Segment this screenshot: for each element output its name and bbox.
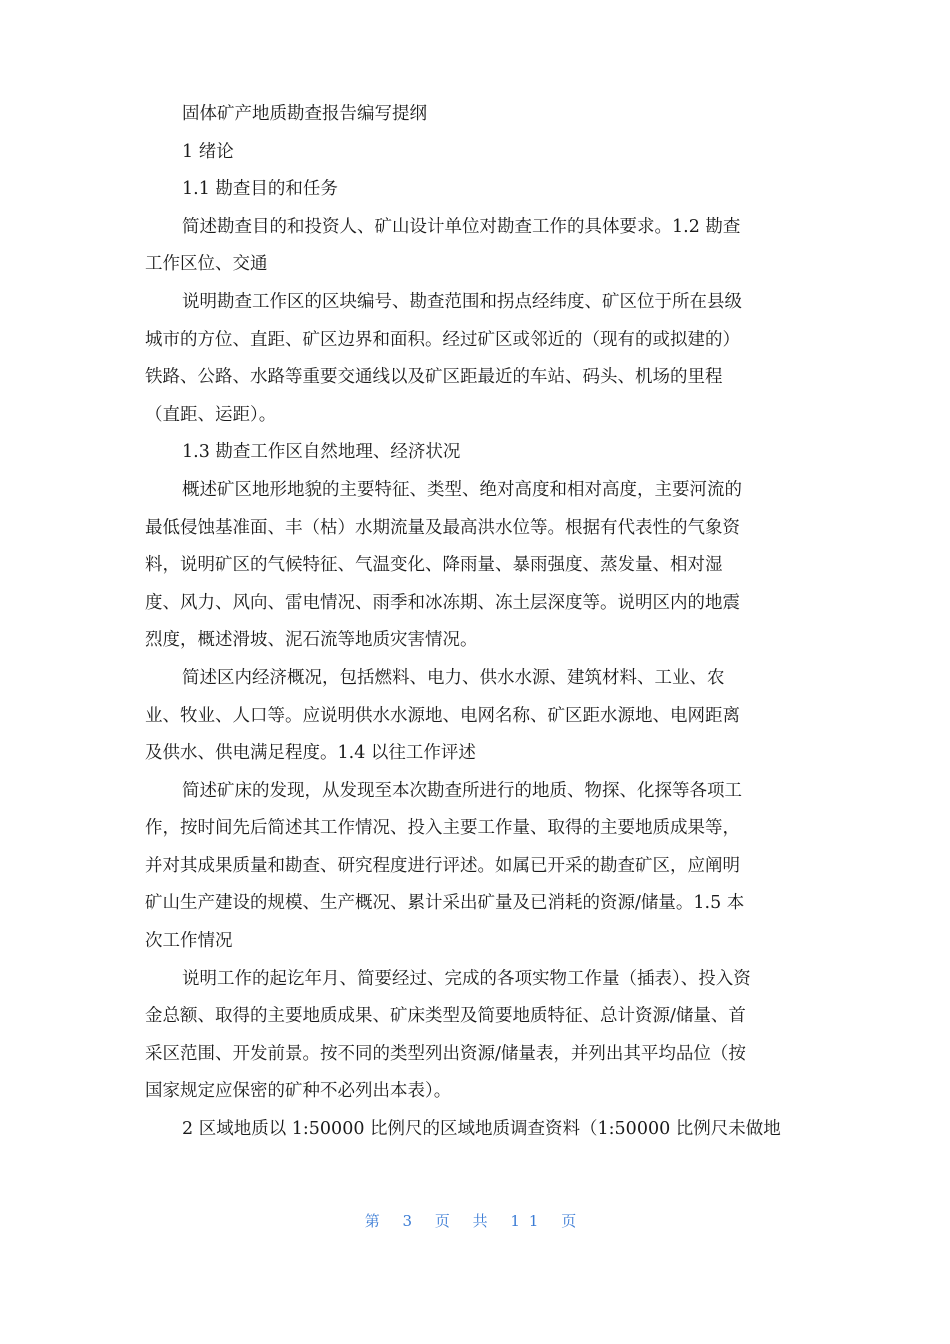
text-line: 国家规定应保密的矿种不必列出本表）。 [145,1081,452,1102]
text-line: 烈度，概述滑坡、泥石流等地质灾害情况。 [145,630,478,651]
text-line: 城市的方位、直距、矿区边界和面积。经过矿区或邻近的（现有的或拟建的） [145,329,740,350]
document-title: 固体矿产地质勘查报告编写提纲 [182,104,427,124]
text-line: 简述勘查目的和投资人、矿山设计单位对勘查工作的具体要求。1.2 勘查 [182,216,741,237]
text-line: 次工作情况 [145,931,233,952]
text-line: 说明工作的起讫年月、简要经过、完成的各项实物工作量（插表）、投入资 [182,968,751,989]
text-line: 度、风力、风向、雷电情况、雨季和冰冻期、冻土层深度等。说明区内的地震 [145,592,740,613]
text-line: 矿山生产建设的规模、生产概况、累计采出矿量及已消耗的资源/储量。1.5 本 [145,893,745,914]
text-line: 2 区域地质以 1:50000 比例尺的区域地质调查资料（1:50000 比例尺未做地 [182,1119,781,1140]
text-line: 最低侵蚀基准面、丰（枯）水期流量及最高洪水位等。根据有代表性的气象资 [145,517,740,538]
text-line: 简述区内经济概况，包括燃料、电力、供水水源、建筑材料、工业、农 [182,667,725,688]
text-line: 并对其成果质量和勘查、研究程度进行评述。如属已开采的勘查矿区，应阐明 [145,855,740,876]
section-heading-1: 1 绪论 [182,141,234,162]
text-line: 料，说明矿区的气候特征、气温变化、降雨量、暴雨强度、蒸发量、相对湿 [145,555,723,576]
section-heading-1-1: 1.1 勘查目的和任务 [182,179,338,200]
text-line: 说明勘查工作区的区块编号、勘查范围和拐点经纬度、矿区位于所在县级 [182,291,742,312]
page-number-footer: 第 3 页 共 11 页 [364,1212,586,1230]
text-line: 概述矿区地形地貌的主要特征、类型、绝对高度和相对高度，主要河流的 [182,479,742,500]
text-line: 铁路、公路、水路等重要交通线以及矿区距最近的车站、码头、机场的里程 [145,367,723,388]
text-line: 金总额、取得的主要地质成果、矿床类型及简要地质特征、总计资源/储量、首 [145,1006,746,1027]
document-body [145,96,810,1149]
text-line: 采区范围、开发前景。按不同的类型列出资源/储量表，并列出其平均品位（按 [145,1043,746,1064]
text-line: （直距、运距）。 [145,404,277,425]
text-line: 简述矿床的发现，从发现至本次勘查所进行的地质、物探、化探等各项工 [182,780,742,801]
text-line: 及供水、供电满足程度。1.4 以往工作评述 [145,743,476,764]
section-heading-1-3: 1.3 勘查工作区自然地理、经济状况 [182,442,461,463]
text-line: 工作区位、交通 [145,254,268,275]
text-line: 作，按时间先后简述其工作情况、投入主要工作量、取得的主要地质成果等， [145,818,740,839]
text-line: 业、牧业、人口等。应说明供水水源地、电网名称、矿区距水源地、电网距离 [145,705,740,726]
